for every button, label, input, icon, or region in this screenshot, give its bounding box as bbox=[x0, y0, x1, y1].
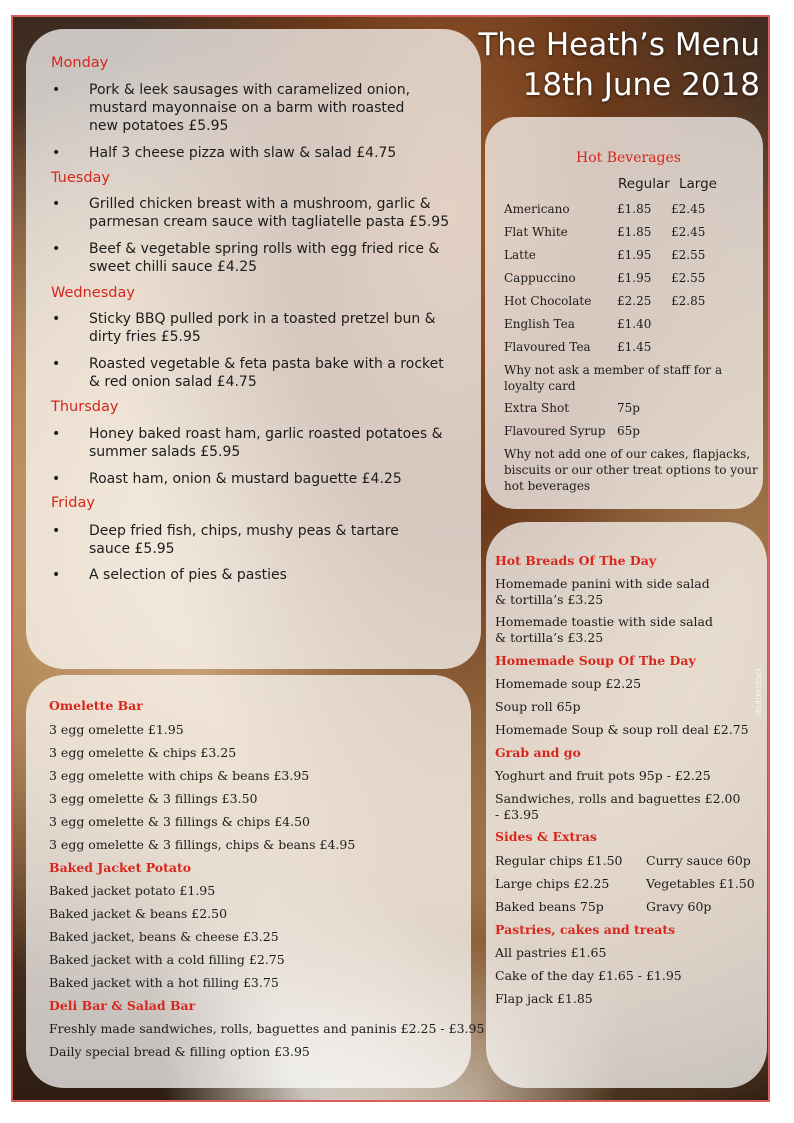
list-item: Yoghurt and fruit pots 95p - £2.25 bbox=[495, 768, 711, 783]
beverage-regular-price: £1.40 bbox=[617, 317, 652, 331]
list-item: Freshly made sandwiches, rolls, baguettes and paninis £2.25 - £3.95 bbox=[49, 1021, 485, 1036]
list-item: Baked jacket with a hot filling £3.75 bbox=[49, 975, 279, 990]
list-item: 3 egg omelette & chips £3.25 bbox=[49, 745, 237, 760]
beverage-name: English Tea bbox=[504, 317, 575, 331]
list-item: Baked jacket, beans & cheese £3.25 bbox=[49, 929, 279, 944]
list-item: Homemade toastie with side salad & tortilla’s £3.25 bbox=[495, 614, 714, 645]
list-item: Daily special bread & filling option £3.95 bbox=[49, 1044, 310, 1059]
extra-price: 65p bbox=[617, 424, 640, 438]
list-item: • Beef & vegetable spring rolls with egg fried rice & sweet chilli sauce £4.25 bbox=[52, 241, 440, 275]
deli-bar-heading: Deli Bar & Salad Bar bbox=[49, 998, 196, 1013]
list-item: • Honey baked roast ham, garlic roasted potatoes & summer salads £5.95 bbox=[52, 426, 443, 460]
list-item: 3 egg omelette & 3 fillings & chips £4.50 bbox=[49, 814, 311, 829]
list-item: Soup roll 65p bbox=[495, 699, 581, 714]
list-item: Homemade Soup & soup roll deal £2.75 bbox=[495, 722, 749, 737]
beverage-name: Flat White bbox=[504, 225, 568, 239]
beverage-name: Latte bbox=[504, 248, 536, 262]
day-heading-friday: Friday bbox=[51, 495, 95, 511]
day-heading-wednesday: Wednesday bbox=[51, 285, 135, 301]
list-item: • Half 3 cheese pizza with slaw & salad £4.75 bbox=[52, 145, 397, 161]
list-item: Gravy 60p bbox=[646, 899, 712, 914]
omelette-heading: Omelette Bar bbox=[49, 698, 143, 713]
day-heading-monday: Monday bbox=[51, 55, 109, 71]
hot-beverages-heading: Hot Beverages bbox=[576, 150, 681, 166]
hot-breads-heading: Hot Breads Of The Day bbox=[495, 553, 657, 568]
list-item: Curry sauce 60p bbox=[646, 853, 751, 868]
list-item: • Sticky BBQ pulled pork in a toasted pretzel bun & dirty fries £5.95 bbox=[52, 311, 436, 345]
list-item: 3 egg omelette £1.95 bbox=[49, 722, 184, 737]
menu-title-line1: The Heath’s Menu bbox=[478, 27, 760, 63]
grab-and-go-heading: Grab and go bbox=[495, 745, 581, 760]
day-heading-tuesday: Tuesday bbox=[51, 170, 110, 186]
beverage-name: Hot Chocolate bbox=[504, 294, 592, 308]
extra-price: 75p bbox=[617, 401, 640, 415]
list-item: Baked jacket & beans £2.50 bbox=[49, 906, 228, 921]
beverage-name: Flavoured Tea bbox=[504, 340, 591, 354]
jacket-potato-heading: Baked Jacket Potato bbox=[49, 860, 192, 875]
day-heading-thursday: Thursday bbox=[51, 399, 119, 415]
menu-date: 18th June 2018 bbox=[522, 67, 760, 103]
stock-watermark: shutterstock bbox=[754, 666, 763, 717]
list-item: Baked beans 75p bbox=[495, 899, 604, 914]
beverage-regular-price: £1.45 bbox=[617, 340, 652, 354]
list-item: Homemade soup £2.25 bbox=[495, 676, 642, 691]
list-item: Vegetables £1.50 bbox=[646, 876, 755, 891]
extra-name: Flavoured Syrup bbox=[504, 424, 606, 438]
menu-frame bbox=[11, 15, 770, 1102]
beverage-name: Cappuccino bbox=[504, 271, 576, 285]
beverage-large-price: £2.55 bbox=[671, 271, 706, 285]
list-item: • Grilled chicken breast with a mushroom, garlic & parmesan cream sauce with tagliatelle pasta £5.95 bbox=[52, 196, 450, 230]
beverage-large-price: £2.45 bbox=[671, 202, 706, 216]
beverage-regular-price: £1.95 bbox=[617, 248, 652, 262]
menu-title bbox=[478, 25, 760, 105]
list-item: Cake of the day £1.65 - £1.95 bbox=[495, 968, 682, 983]
beverage-regular-price: £1.85 bbox=[617, 202, 652, 216]
extra-name: Extra Shot bbox=[504, 401, 570, 415]
list-item: All pastries £1.65 bbox=[495, 945, 607, 960]
beverage-regular-price: £2.25 bbox=[617, 294, 652, 308]
list-item: 3 egg omelette & 3 fillings £3.50 bbox=[49, 791, 258, 806]
beverage-large-price: £2.85 bbox=[671, 294, 706, 308]
pastries-heading: Pastries, cakes and treats bbox=[495, 922, 676, 937]
beverage-regular-price: £1.85 bbox=[617, 225, 652, 239]
beverage-large-price: £2.45 bbox=[671, 225, 706, 239]
soup-heading: Homemade Soup Of The Day bbox=[495, 653, 696, 668]
beverage-large-price: £2.55 bbox=[671, 248, 706, 262]
list-item: • A selection of pies & pasties bbox=[52, 567, 287, 583]
large-column-header: Large bbox=[679, 176, 717, 192]
list-item: Baked jacket potato £1.95 bbox=[49, 883, 216, 898]
loyalty-note: Why not ask a member of staff for a loyalty card bbox=[504, 363, 723, 393]
list-item: Homemade panini with side salad & tortilla’s £3.25 bbox=[495, 576, 710, 607]
beverage-regular-price: £1.95 bbox=[617, 271, 652, 285]
treat-note: Why not add one of our cakes, flapjacks, biscuits or our other treat options to your hot beverages bbox=[504, 447, 758, 493]
list-item: • Roasted vegetable & feta pasta bake with a rocket & red onion salad £4.75 bbox=[52, 356, 444, 390]
list-item: Flap jack £1.85 bbox=[495, 991, 593, 1006]
list-item: Large chips £2.25 bbox=[495, 876, 610, 891]
regular-column-header: Regular bbox=[618, 176, 670, 192]
beverage-name: Americano bbox=[504, 202, 570, 216]
list-item: • Pork & leek sausages with caramelized onion, mustard mayonnaise on a barm with roasted new potatoes £5.95 bbox=[52, 82, 411, 134]
list-item: Baked jacket with a cold filling £2.75 bbox=[49, 952, 285, 967]
list-item: Sandwiches, rolls and baguettes £2.00 - £3.95 bbox=[495, 791, 741, 822]
sides-heading: Sides & Extras bbox=[495, 829, 597, 844]
list-item: • Roast ham, onion & mustard baguette £4.25 bbox=[52, 471, 402, 487]
list-item: 3 egg omelette & 3 fillings, chips & beans £4.95 bbox=[49, 837, 356, 852]
list-item: 3 egg omelette with chips & beans £3.95 bbox=[49, 768, 310, 783]
list-item: Regular chips £1.50 bbox=[495, 853, 623, 868]
list-item: • Deep fried fish, chips, mushy peas & tartare sauce £5.95 bbox=[52, 523, 399, 557]
